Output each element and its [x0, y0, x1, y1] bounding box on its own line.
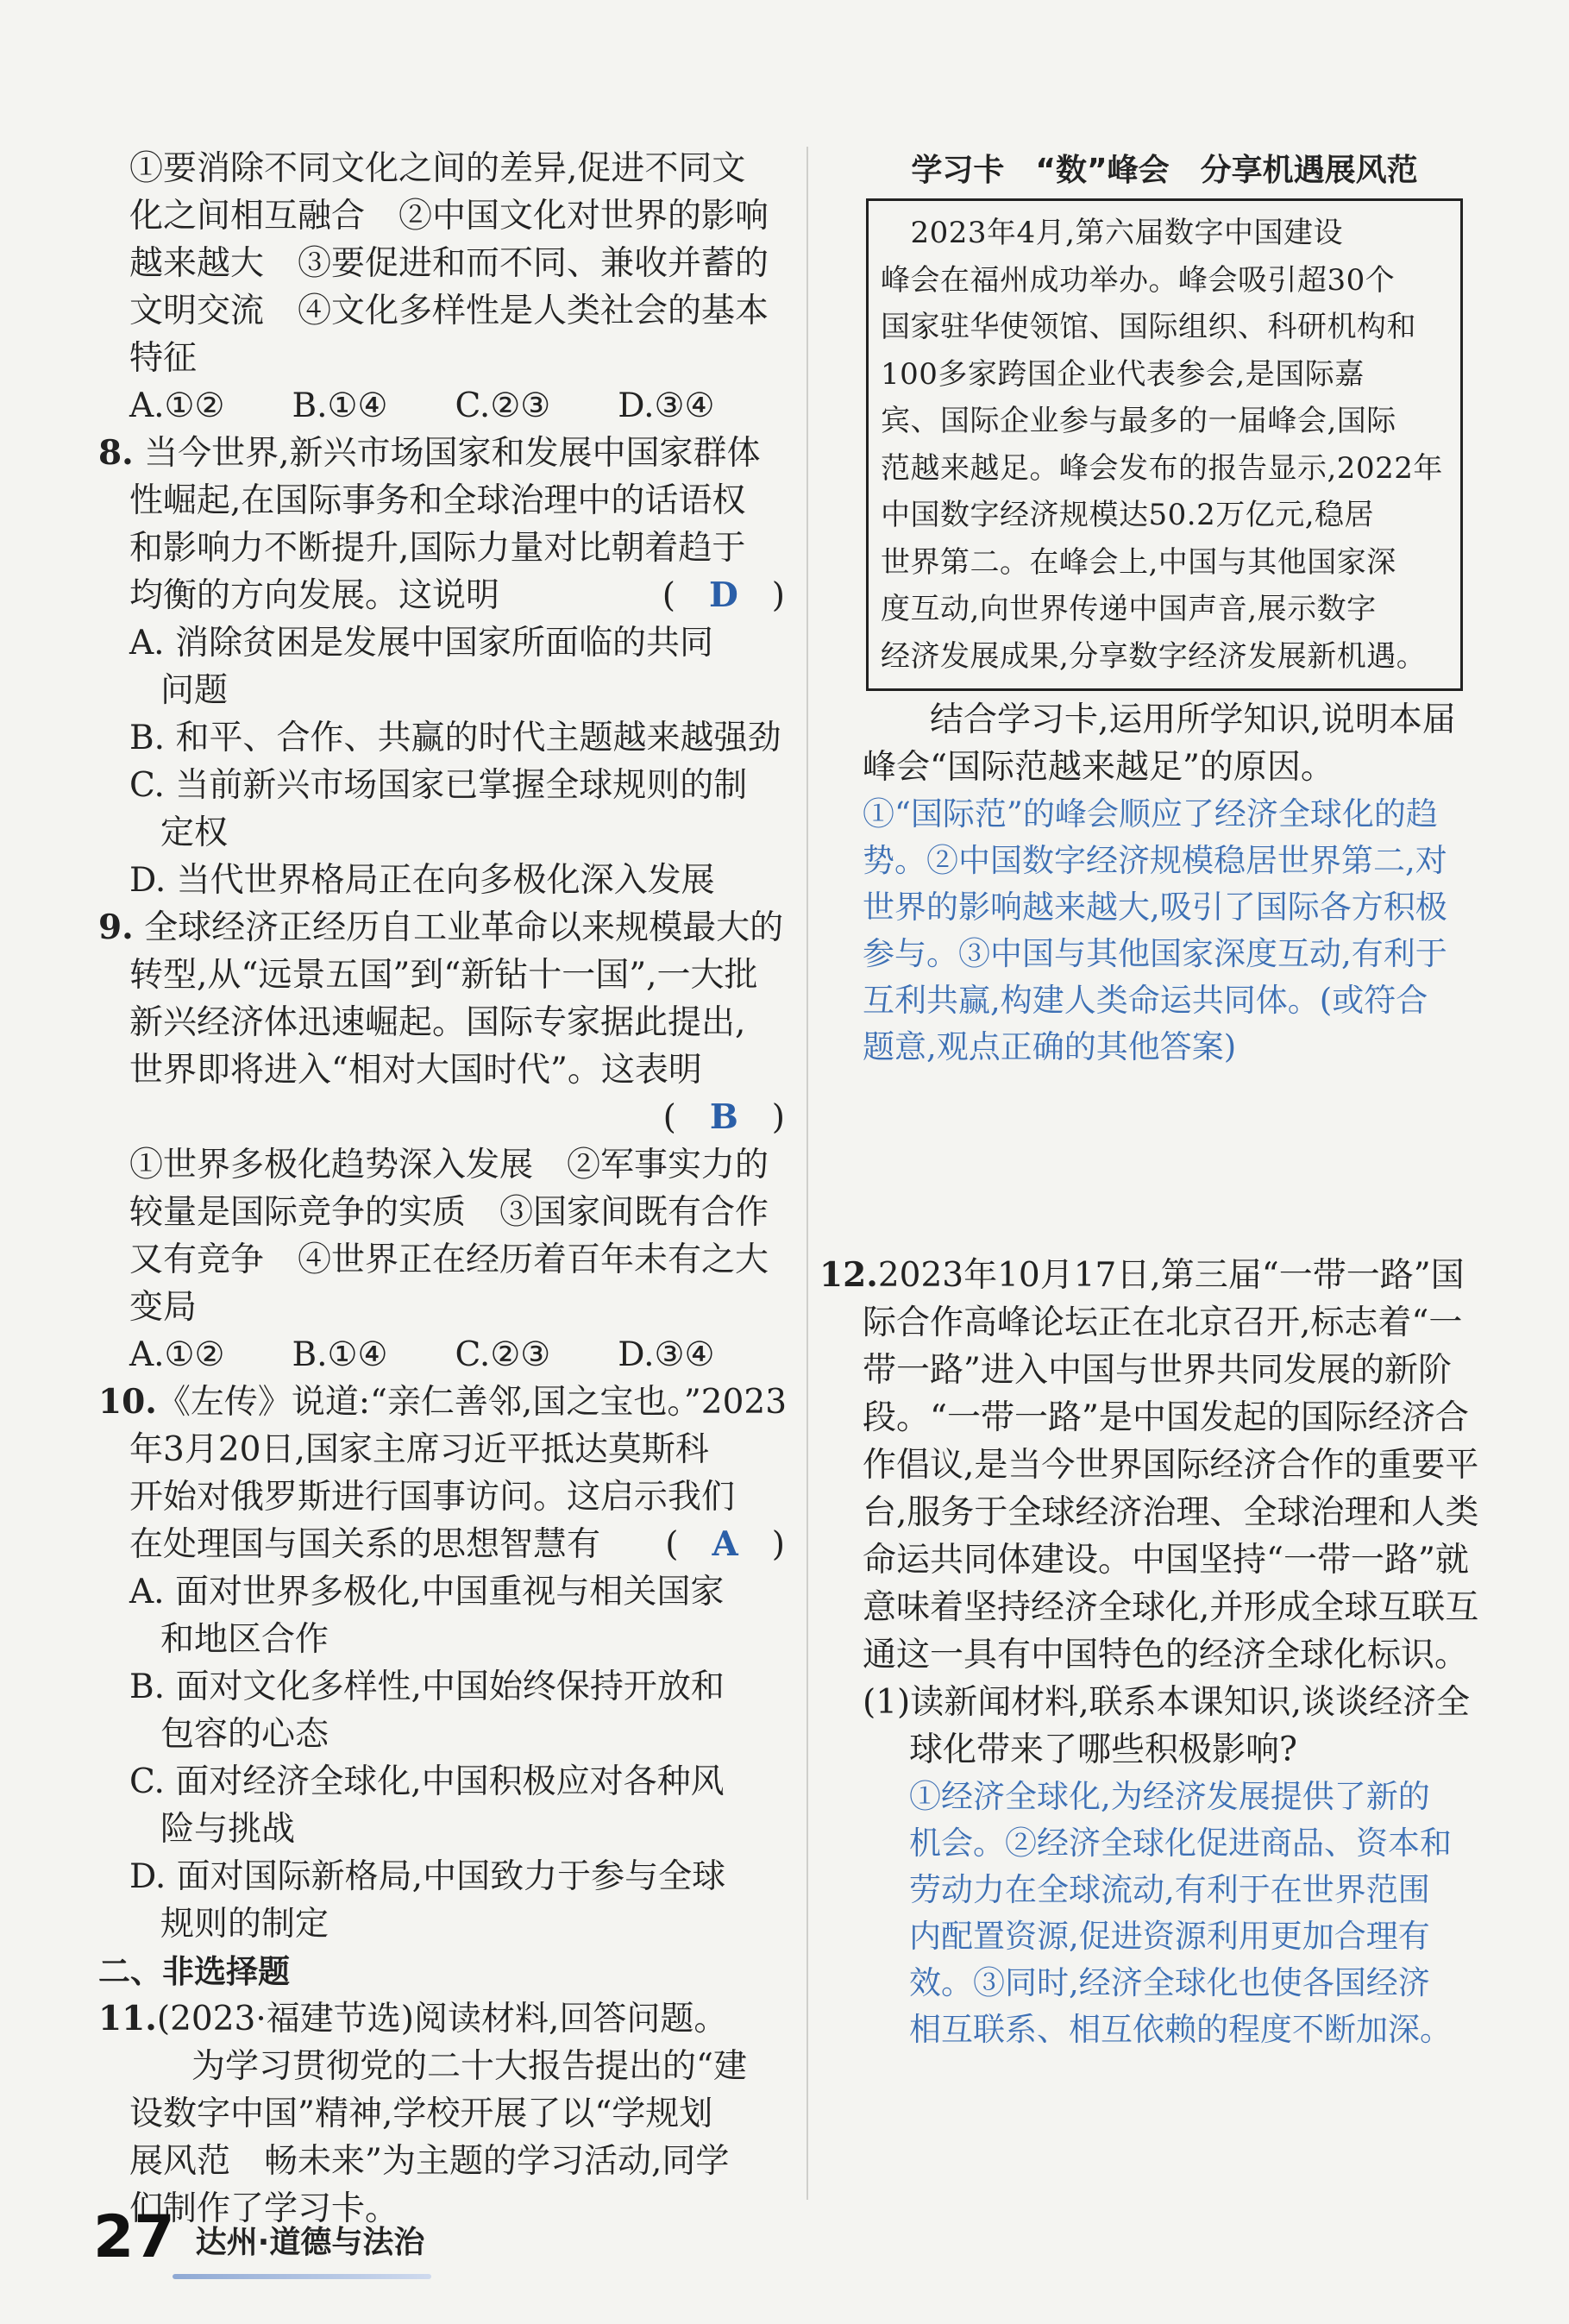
question-text: 2023年10月17日,第三届“一带一路”国 [877, 1256, 1465, 1295]
option-d-cont: 规则的制定 [160, 1905, 329, 1944]
option-line: 较量是国际竞争的实质 ③国家间既有合作 [129, 1193, 769, 1232]
q7-choices: A.①② B.①④ C.②③ D.③④ [129, 386, 715, 425]
question-text: 段。“一带一路”是中国发起的国际经济合 [863, 1398, 1469, 1437]
question-number: 9. [98, 908, 134, 947]
answer-line: 参与。③中国与其他国家深度互动,有利于 [863, 935, 1447, 972]
q9-choices: A.①② B.①④ C.②③ D.③④ [129, 1335, 715, 1374]
card-line: 100多家跨国企业代表参会,是国际嘉 [881, 356, 1365, 392]
question-text: 在处理国与国关系的思想智慧有 [129, 1525, 601, 1564]
option-a: A. 面对世界多极化,中国重视与相关国家 [129, 1573, 725, 1611]
page-footer [93, 2203, 425, 2271]
q7-option-line: 文明交流 ④文化多样性是人类社会的基本 [129, 292, 769, 330]
option-d: D. 面对国际新格局,中国致力于参与全球 [129, 1857, 726, 1896]
option-b-cont: 包容的心态 [160, 1715, 329, 1754]
answer-line: 相互联系、相互依赖的程度不断加深。 [909, 2011, 1452, 2048]
prompt-line: 结合学习卡,运用所学知识,说明本届 [863, 700, 1456, 739]
question-text: 全球经济正经历自工业革命以来规模最大的 [144, 908, 784, 947]
question-text: 台,服务于全球经济治理、全球治理和人类 [863, 1493, 1479, 1532]
prompt-line: 峰会“国际范越来越足”的原因。 [863, 748, 1334, 787]
answer-letter: A [712, 1524, 738, 1564]
answer-line: 效。③同时,经济全球化也使各国经济 [909, 1964, 1430, 2001]
q7-option-line: 越来越大 ③要促进和而不同、兼收并蓄的 [129, 244, 769, 283]
question-text: 际合作高峰论坛正在北京召开,标志着“一 [863, 1303, 1463, 1342]
answer-letter: D [708, 575, 738, 615]
question-10 [98, 1379, 788, 1948]
answer-line: 题意,观点正确的其他答案) [863, 1028, 1237, 1065]
option-b: B. 面对文化多样性,中国始终保持开放和 [129, 1668, 725, 1706]
question-text: 世界即将进入“相对大国时代”。这表明 [129, 1051, 702, 1090]
option-c: C. 当前新兴市场国家已掌握全球规则的制 [129, 766, 748, 805]
question-head: (2023·福建节选)阅读材料,回答问题。 [156, 2000, 728, 2038]
q7-option-line: 化之间相互融合 ②中国文化对世界的影响 [129, 197, 769, 236]
answer-bracket: ( A ) [665, 1524, 785, 1564]
series-underline [173, 2274, 431, 2279]
card-line: 峰会在福州成功举办。峰会吸引超30个 [881, 262, 1396, 298]
question-text: 意味着坚持经济全球化,并形成全球互联互 [863, 1588, 1479, 1627]
question-text: 新兴经济体迅速崛起。国际专家据此提出, [129, 1003, 746, 1042]
q11-prompt [863, 696, 1466, 791]
question-text: 作倡议,是当今世界国际经济合作的重要平 [863, 1446, 1479, 1485]
option-a-cont: 和地区合作 [160, 1620, 329, 1659]
q11-answer [863, 791, 1466, 1071]
question-number: 10. [98, 1382, 157, 1422]
page-number: 27 [93, 2203, 175, 2271]
question-number: 11. [98, 1999, 157, 2038]
answer-line: ①“国际范”的峰会顺应了经济全球化的趋 [863, 795, 1438, 832]
question-8 [98, 430, 785, 904]
card-line: 国家驻华使领馆、国际组织、科研机构和 [881, 310, 1416, 344]
answer-line: 机会。②经济全球化促进商品、资本和 [909, 1825, 1452, 1862]
study-card-title: 学习卡 “数”峰会 分享机遇展风范 [911, 153, 1418, 188]
option-line: 又有竞争 ④世界正在经历着百年未有之大 [129, 1241, 769, 1279]
q7-option-line: 特征 [129, 339, 198, 378]
option-a: A. 消除贫困是发展中国家所面临的共同 [129, 624, 713, 663]
answer-line: 世界的影响越来越大,吸引了国际各方积极 [863, 889, 1447, 926]
card-line: 世界第二。在峰会上,中国与其他国家深 [881, 544, 1396, 580]
question-number: 12. [819, 1255, 878, 1295]
answer-line: 互利共赢,构建人类命运共同体。(或符合 [863, 982, 1428, 1019]
question-text: 们制作了学习卡。 [129, 2189, 399, 2228]
question-text: 带一路”进入中国与世界共同发展的新阶 [863, 1351, 1452, 1390]
q7-option-line: ①要消除不同文化之间的差异,促进不同文 [129, 149, 746, 188]
card-line: 经济发展成果,分享数字经济发展新机遇。 [881, 638, 1427, 674]
question-text: 命运共同体建设。中国坚持“一带一路”就 [863, 1541, 1469, 1580]
question-9 [98, 904, 785, 1379]
option-line: ①世界多极化趋势深入发展 ②军事实力的 [129, 1146, 769, 1184]
section-title: 二、非选择题 [98, 1953, 290, 1990]
answer-line: 势。②中国数字经济规模稳居世界第二,对 [863, 842, 1447, 879]
answer-bracket: ( D ) [662, 575, 785, 615]
option-c: C. 面对经济全球化,中国积极应对各种风 [129, 1762, 725, 1801]
question-text: 《左传》说道:“亲仁善邻,国之宝也。”2023 [156, 1383, 788, 1422]
question-text: 通这一具有中国特色的经济全球化标识。 [863, 1636, 1469, 1674]
sub-question: 球化带来了哪些积极影响? [909, 1730, 1297, 1769]
question-number: 8. [98, 433, 134, 473]
right-column [819, 148, 1479, 2053]
sub-question: (1)读新闻材料,联系本课知识,谈谈经济全 [863, 1683, 1471, 1722]
q7-options [129, 145, 785, 430]
card-line: 范越来越足。峰会发布的报告显示,2022年 [881, 450, 1443, 486]
question-text: 为学习贯彻党的二十大报告提出的“建 [191, 2047, 747, 2086]
question-text: 展风范 畅未来”为主题的学习活动,同学 [129, 2142, 730, 2181]
series-title: 达州·道德与法治 [195, 2225, 425, 2260]
left-column [98, 145, 788, 2233]
card-line: 中国数字经济规模达50.2万亿元,稳居 [881, 498, 1375, 532]
option-a-cont: 问题 [160, 671, 229, 710]
question-text: 开始对俄罗斯进行国事访问。这启示我们 [129, 1478, 736, 1517]
answer-line: 内配置资源,促进资源利用更加合理有 [909, 1918, 1430, 1955]
card-line: 度互动,向世界传递中国声音,展示数字 [881, 592, 1377, 626]
option-b: B. 和平、合作、共赢的时代主题越来越强劲 [129, 719, 781, 757]
card-line: 2023年4月,第六届数字中国建设 [881, 216, 1343, 250]
answer-line: 劳动力在全球流动,有利于在世界范围 [909, 1871, 1430, 1908]
answer-line: ①经济全球化,为经济发展提供了新的 [909, 1778, 1430, 1815]
answer-letter: B [709, 1097, 738, 1137]
option-d: D. 当代世界格局正在向多极化深入发展 [129, 861, 715, 900]
question-text: 当今世界,新兴市场国家和发展中国家群体 [144, 434, 761, 473]
option-c-cont: 定权 [160, 813, 229, 852]
option-line: 变局 [129, 1288, 198, 1327]
option-c-cont: 险与挑战 [160, 1810, 296, 1849]
column-divider [806, 147, 808, 2200]
question-12 [819, 1252, 1479, 2053]
question-text: 性崛起,在国际事务和全球治理中的话语权 [129, 481, 746, 520]
question-text: 均衡的方向发展。这说明 [129, 576, 500, 615]
study-card [866, 198, 1463, 691]
question-11 [98, 1995, 785, 2233]
question-text: 设数字中国”精神,学校开展了以“学规划 [129, 2095, 713, 2133]
question-text: 转型,从“远景五国”到“新钻十一国”,一大批 [129, 956, 758, 995]
question-text: 年3月20日,国家主席习近平抵达莫斯科 [129, 1430, 709, 1469]
card-line: 宾、国际企业参与最多的一届峰会,国际 [881, 404, 1396, 438]
answer-bracket: ( B ) [662, 1097, 785, 1137]
question-text: 和影响力不断提升,国际力量对比朝着趋于 [129, 529, 746, 568]
